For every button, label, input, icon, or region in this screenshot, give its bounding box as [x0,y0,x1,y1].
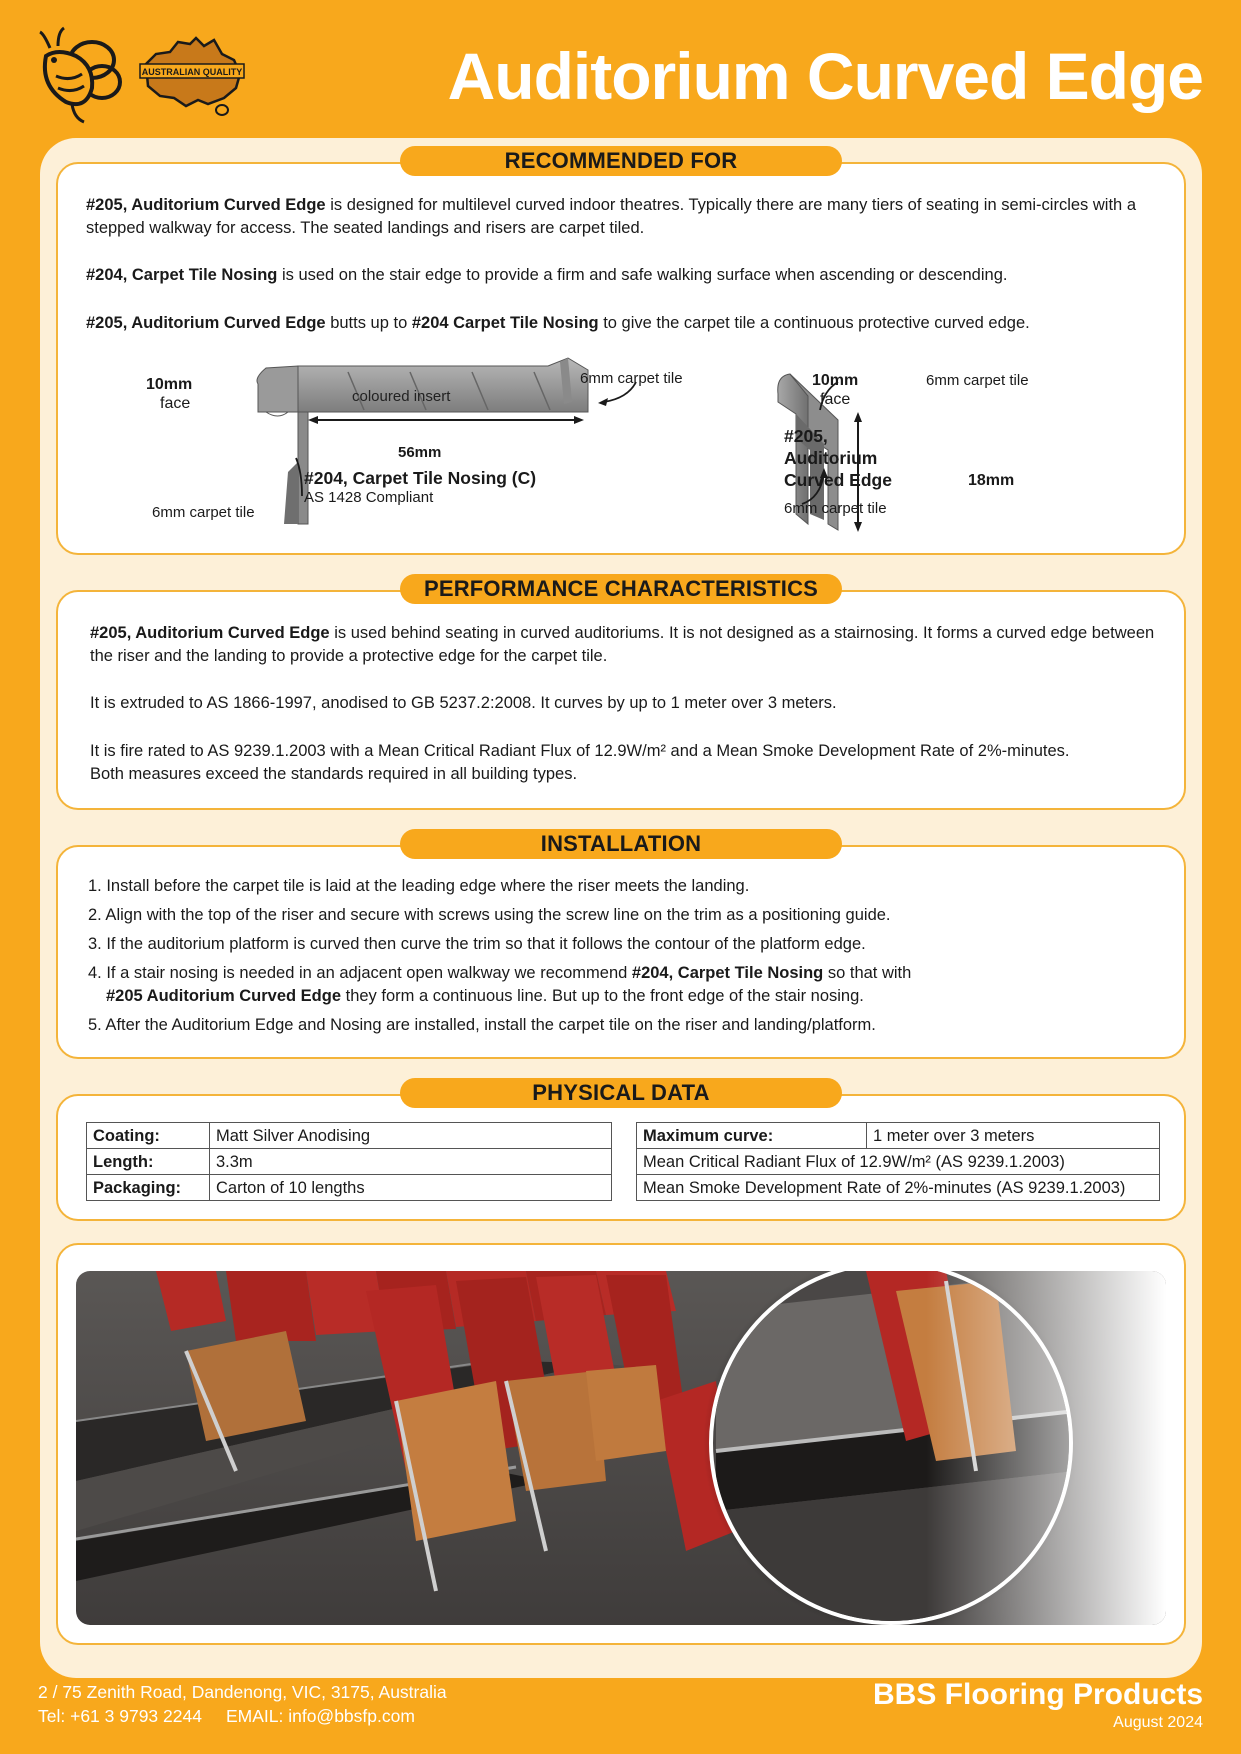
face-label-2: face [160,395,191,412]
performance-heading: PERFORMANCE CHARACTERISTICS [400,574,842,604]
installation-step-4: 4. If a stair nosing is needed in an adjacent open walkway we recommend #204, Carpet Tile Nosing so that with #205 Auditorium Curved Edge they form a continuous line. But up to the front edge of the stair nosing. [88,964,912,1005]
insert-label: coloured insert [352,388,451,405]
product-205-line-3: Curved Edge [784,470,892,490]
table-row: Length: 3.3m [87,1149,612,1175]
bee-logo-icon [36,26,124,126]
brand-name: BBS Flooring Products [873,1678,1203,1711]
recommended-paragraph-1: #205, Auditorium Curved Edge is designed for multilevel curved indoor theatres. Typically there are many tiers of seating in semi-circles with a stepped walkway for access. The seated landings and risers are carpet tiled. [86,196,1136,237]
product-204-name: #204, Carpet Tile Nosing [86,266,278,284]
table-row: Mean Smoke Development Rate of 2%-minutes (AS 9239.1.2003) [637,1175,1160,1201]
physical-data-heading: PHYSICAL DATA [400,1078,842,1108]
product-205-line-1: #205, [784,426,828,446]
performance-paragraph-3: It is fire rated to AS 9239.1.2003 with a Mean Critical Radiant Flux of 12.9W/m² and a Mean Smoke Development Rate of 2%-minutes. Both measures exceed the standards required in all building types. [90,742,1070,783]
face-label: 10mm [146,376,193,393]
footer-phone: Tel: +61 3 9793 2244 [38,1706,202,1726]
publication-date: August 2024 [1113,1714,1203,1731]
australian-quality-logo-icon [138,34,246,116]
physical-data-table-right [636,1122,1160,1201]
installation-step-3: 3. If the auditorium platform is curved then curve the trim so that it follows the contour of the platform edge. [88,935,866,953]
footer-email[interactable]: EMAIL: info@bbsfp.com [225,1706,415,1726]
performance-paragraph-1: #205, Auditorium Curved Edge is used behind seating in curved auditoriums. It is not designed as a stairnosing. It forms a curved edge between the riser and the landing to provide a protective edge for the carpet tile. [90,624,1155,665]
recommended-paragraph-3: #205, Auditorium Curved Edge butts up to #204 Carpet Tile Nosing to give the carpet tile a continuous protective curved edge. [86,314,1030,332]
quality-badge-text: AUSTRALIAN QUALITY [141,67,243,77]
carpet-tile-label-top: 6mm carpet tile [580,370,683,387]
product-205-line-2: Auditorium [784,448,878,468]
recommended-paragraph-2: #204, Carpet Tile Nosing is used on the stair edge to provide a firm and safe walking surface when ascending or descending. [86,266,1008,284]
width-label: 56mm [398,444,442,461]
product-205-name: #205, Auditorium Curved Edge [86,196,326,214]
installation-step-1: 1. Install before the carpet tile is laid at the leading edge where the riser meets the landing. [88,877,750,895]
height-label: 18mm [968,472,1015,489]
table-row: Coating: Matt Silver Anodising [87,1123,612,1149]
installation-heading: INSTALLATION [400,829,842,859]
physical-data-section [56,1080,1186,1221]
compliance-label: AS 1428 Compliant [304,489,434,506]
installation-step-5: 5. After the Auditorium Edge and Nosing are installed, install the carpet tile on the riser and landing/platform. [88,1016,876,1034]
table-row: Packaging: Carton of 10 lengths [87,1175,612,1201]
performance-paragraph-2: It is extruded to AS 1866-1997, anodised to GB 5237.2:2008. It curves by up to 1 meter over 3 meters. [90,694,837,712]
face-label-205: 10mm [812,372,859,389]
face-label-205-2: face [820,391,851,408]
footer-contact [38,1680,447,1728]
performance-section [56,576,1186,810]
auditorium-seating-photo [76,1271,1166,1625]
recommended-heading: RECOMMENDED FOR [400,146,842,176]
table-row: Mean Critical Radiant Flux of 12.9W/m² (AS 9239.1.2003) [637,1149,1160,1175]
recommended-section [56,148,1186,555]
product-204-label: #204, Carpet Tile Nosing (C) [304,468,537,488]
table-row: Maximum curve: 1 meter over 3 meters [637,1123,1160,1149]
page-title: Auditorium Curved Edge [447,39,1203,113]
carpet-tile-label-bottom: 6mm carpet tile [152,504,255,521]
installation-step-2: 2. Align with the top of the riser and secure with screws using the screw line on the trim as a positioning guide. [88,906,891,924]
installation-section [56,831,1186,1059]
carpet-tile-label-205-bottom: 6mm carpet tile [784,500,887,517]
carpet-tile-label-205-top: 6mm carpet tile [926,372,1029,389]
page-header [0,0,1241,130]
footer-address: 2 / 75 Zenith Road, Dandenong, VIC, 3175, Australia [38,1682,447,1702]
physical-data-table-left [86,1122,612,1201]
installation-steps [88,875,911,1043]
